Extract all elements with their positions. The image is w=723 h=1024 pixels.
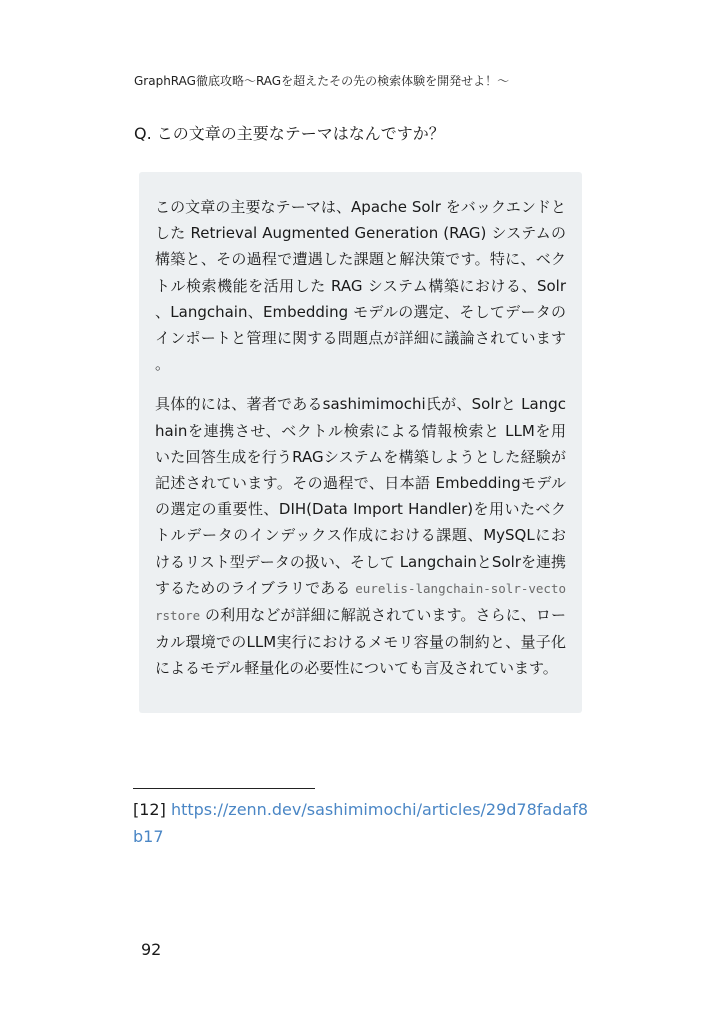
answer-box — [139, 172, 582, 713]
question-heading: Q. この文章の主要なテーマはなんですか？ — [134, 124, 445, 143]
answer-paragraph-2 — [155, 391, 566, 681]
footnote-marker: [12] — [133, 800, 166, 819]
answer-paragraph-2-text-end: の利用などが詳細に解説されています。さらに、ローカル環境でのLLM実行におけるメモリ容量の制約と、量子化によるモデル軽量化の必要性についても言及されています。 — [155, 606, 566, 678]
library-name-code: eurelis-langchain-solr-vectorstore — [155, 580, 566, 624]
answer-paragraph-1: この文章の主要なテーマは、Apache Solr をバックエンドとした Retrieval Augmented Generation (RAG) システムの構築と、その過程で遭遇した課題と解決策です。特に、ベクトル検索機能を活用した RAG システム構築における、Solr、Langchain、Embedding モデルの選定、そしてデータのインポートと管理に関する問題点が詳細に議論されています。 — [155, 198, 566, 374]
answer-paragraph-2-text-start: 具体的には、著者であるsashimimochi氏が、Solrと Langchainを連携させ、ベクトル検索による情報検索と LLMを用いた回答生成を行うRAGシステムを構築しようとした経験が記述されています。その過程で、日本語 Embeddingモデルの選定の重要性、DIH(Data Import Handler)を用いたベクトルデータのインデックス作成における課題、MySQLにおけるリスト型データの扱い、そして LangchainとSolrを連携するためのライブラリである — [155, 395, 566, 597]
running-header: GraphRAG徹底攻略〜RAGを超えたその先の検索体験を開発せよ！〜 — [134, 74, 510, 88]
footnote-divider — [133, 788, 315, 789]
footnote-link[interactable]: https://zenn.dev/sashimimochi/articles/29d78fadaf8b17 — [133, 800, 588, 846]
page-number: 92 — [141, 940, 162, 959]
footnote — [133, 796, 593, 850]
